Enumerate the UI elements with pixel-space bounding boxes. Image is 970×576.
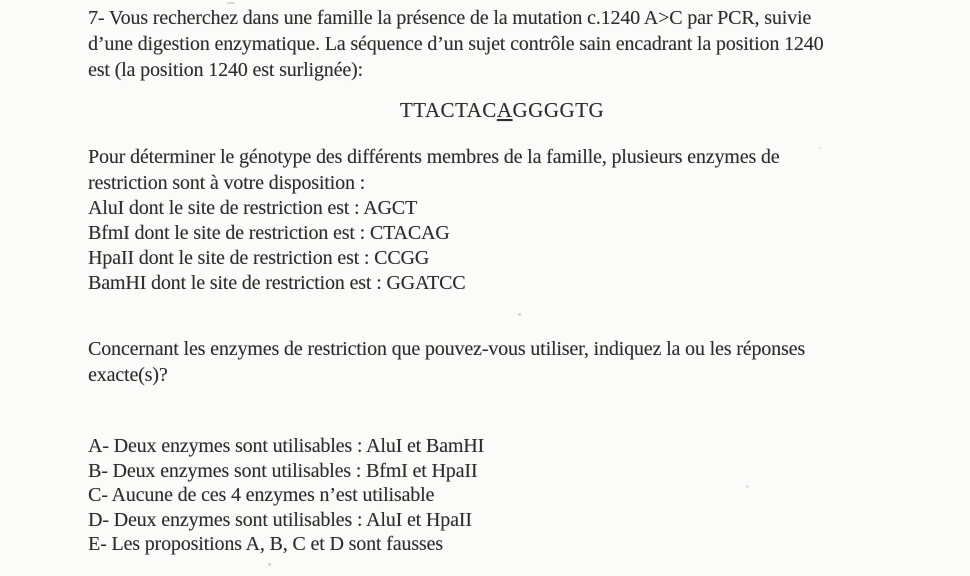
question-prompt-line-2: exacte(s)? xyxy=(88,364,168,386)
enzyme-line-alui: AluI dont le site de restriction est : AGCT xyxy=(88,197,418,219)
enzyme-line-bamhi: BamHI dont le site de restriction est : GGATCC xyxy=(88,272,466,294)
question-statement-line-2: d’une digestion enzymatique. La séquence d’un sujet contrôle sain encadrant la position 1240 xyxy=(88,33,824,55)
dna-sequence-highlighted-base: A xyxy=(496,98,513,122)
scan-speck xyxy=(227,2,235,4)
dna-sequence-prefix: TTACTAC xyxy=(399,98,497,122)
enzymes-intro-line-1: Pour déterminer le génotype des différents membres de la famille, plusieurs enzymes de xyxy=(88,146,780,168)
question-prompt xyxy=(88,336,805,388)
enzymes-intro-line-2: restriction sont à votre disposition : xyxy=(88,172,366,194)
enzyme-list xyxy=(88,196,466,296)
scan-speck xyxy=(268,563,271,566)
answer-option-d: D- Deux enzymes sont utilisables : AluI et HpaII xyxy=(88,508,472,531)
answer-option-b: B- Deux enzymes sont utilisables : BfmI et HpaII xyxy=(88,459,478,482)
enzyme-line-hpaii: HpaII dont le site de restriction est : CCGG xyxy=(88,247,430,269)
question-statement-line-3: est (la position 1240 est surlignée): xyxy=(88,59,363,81)
scan-speck xyxy=(518,313,521,316)
question-statement xyxy=(88,5,823,83)
question-statement-line-1: 7- Vous recherchez dans une famille la présence de la mutation c.1240 A>C par PCR, suivie xyxy=(88,7,812,29)
scan-speck xyxy=(818,147,821,149)
dna-sequence xyxy=(0,95,970,125)
scan-speck xyxy=(746,485,749,488)
answer-options xyxy=(88,434,484,557)
enzymes-intro xyxy=(88,144,780,196)
dna-sequence-suffix: GGGGTG xyxy=(512,98,605,122)
enzyme-line-bfmi: BfmI dont le site de restriction est : CTACAG xyxy=(88,222,450,244)
answer-option-a: A- Deux enzymes sont utilisables : AluI et BamHI xyxy=(88,435,485,457)
answer-option-c: C- Aucune de ces 4 enzymes n’est utilisable xyxy=(88,484,435,506)
question-prompt-line-1: Concernant les enzymes de restriction que pouvez-vous utiliser, indiquez la ou les réponses xyxy=(88,338,806,360)
answer-option-e: E- Les propositions A, B, C et D sont fausses xyxy=(88,533,443,555)
